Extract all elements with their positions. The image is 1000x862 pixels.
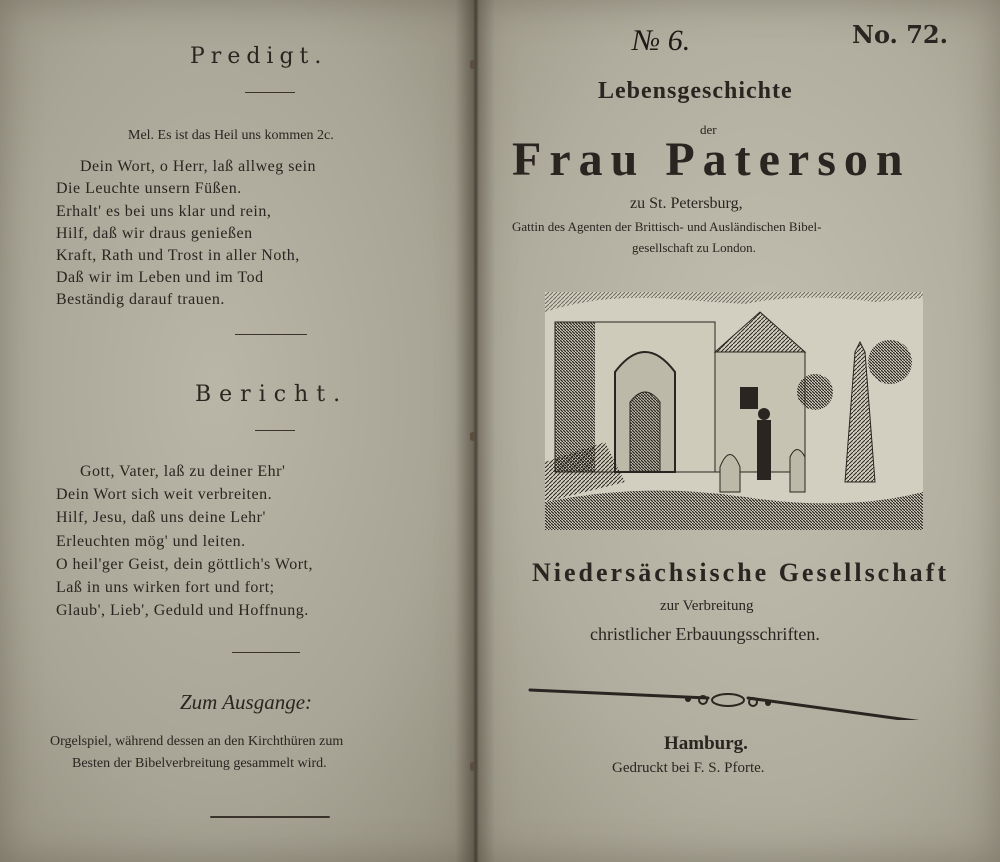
title-line2: der	[700, 122, 717, 137]
hymn2-line: Gott, Vater, laß zu deiner Ehr'	[80, 463, 286, 480]
bericht-heading: Bericht.	[195, 382, 349, 407]
woodcut-illustration	[545, 292, 923, 530]
hymn2-line: Glaub', Lieb', Geduld und Hoffnung.	[56, 602, 309, 619]
ausgang-text-line: Besten der Bibelverbreitung gesammelt wird.	[72, 756, 327, 771]
hymn2-line: Erleuchten mög' und leiten.	[56, 533, 246, 550]
place: Hamburg.	[664, 733, 748, 754]
title-line6: gesellschaft zu London.	[632, 240, 756, 255]
publisher-line3: christlicher Erbauungsschriften.	[590, 624, 820, 644]
printer: Gedruckt bei F. S. Pforte.	[612, 760, 765, 776]
binding-stitch	[470, 60, 475, 69]
publisher-line1: Niedersächsische Gesellschaft	[532, 558, 950, 587]
churchyard-scene-icon	[545, 292, 923, 530]
hymn1-line: Hilf, daß wir draus genießen	[56, 225, 253, 242]
hymn1-line: Dein Wort, o Herr, laß allweg sein	[80, 158, 317, 175]
hymn2-line: Dein Wort sich weit verbreiten.	[56, 486, 273, 503]
ausgang-text-line: Orgelspiel, während dessen an den Kirchthüren zum	[50, 734, 344, 749]
divider	[245, 92, 295, 93]
title-line1: Lebensgeschichte	[598, 78, 793, 104]
title-line4: zu St. Petersburg,	[630, 195, 743, 212]
binding-stitch	[470, 432, 475, 441]
title-line5: Gattin des Agenten der Brittisch- und Ausländischen Bibel-	[512, 219, 822, 234]
divider	[255, 430, 295, 431]
printed-number: No. 72.	[852, 20, 948, 49]
hymn1-line: Beständig darauf trauen.	[56, 291, 225, 308]
divider	[235, 334, 307, 335]
hymn2-line: O heil'ger Geist, dein göttlich's Wort,	[56, 556, 313, 573]
binding-stitch	[470, 762, 475, 771]
title-name: Frau Paterson	[512, 133, 911, 186]
publisher-line2: zur Verbreitung	[660, 598, 754, 614]
hymn1-line: Die Leuchte unsern Füßen.	[56, 180, 242, 197]
hymn1-line: Daß wir im Leben und im Tod	[56, 269, 264, 286]
decorative-rule-icon	[528, 680, 928, 720]
end-ornament-rule	[210, 816, 330, 818]
predigt-heading: Predigt.	[190, 44, 328, 69]
hymn1-line: Erhalt' es bei uns klar und rein,	[56, 203, 272, 220]
hymn2-line: Hilf, Jesu, daß uns deine Lehr'	[56, 509, 266, 526]
ausgang-heading: Zum Ausgange:	[180, 690, 313, 714]
melody-line: Mel. Es ist das Heil uns kommen 2c.	[128, 128, 334, 143]
handwritten-number: № 6.	[632, 24, 691, 57]
divider	[232, 652, 300, 653]
book-gutter	[455, 0, 495, 862]
hymn2-line: Laß in uns wirken fort und fort;	[56, 579, 275, 596]
hymn1-line: Kraft, Rath und Trost in aller Noth,	[56, 247, 300, 264]
